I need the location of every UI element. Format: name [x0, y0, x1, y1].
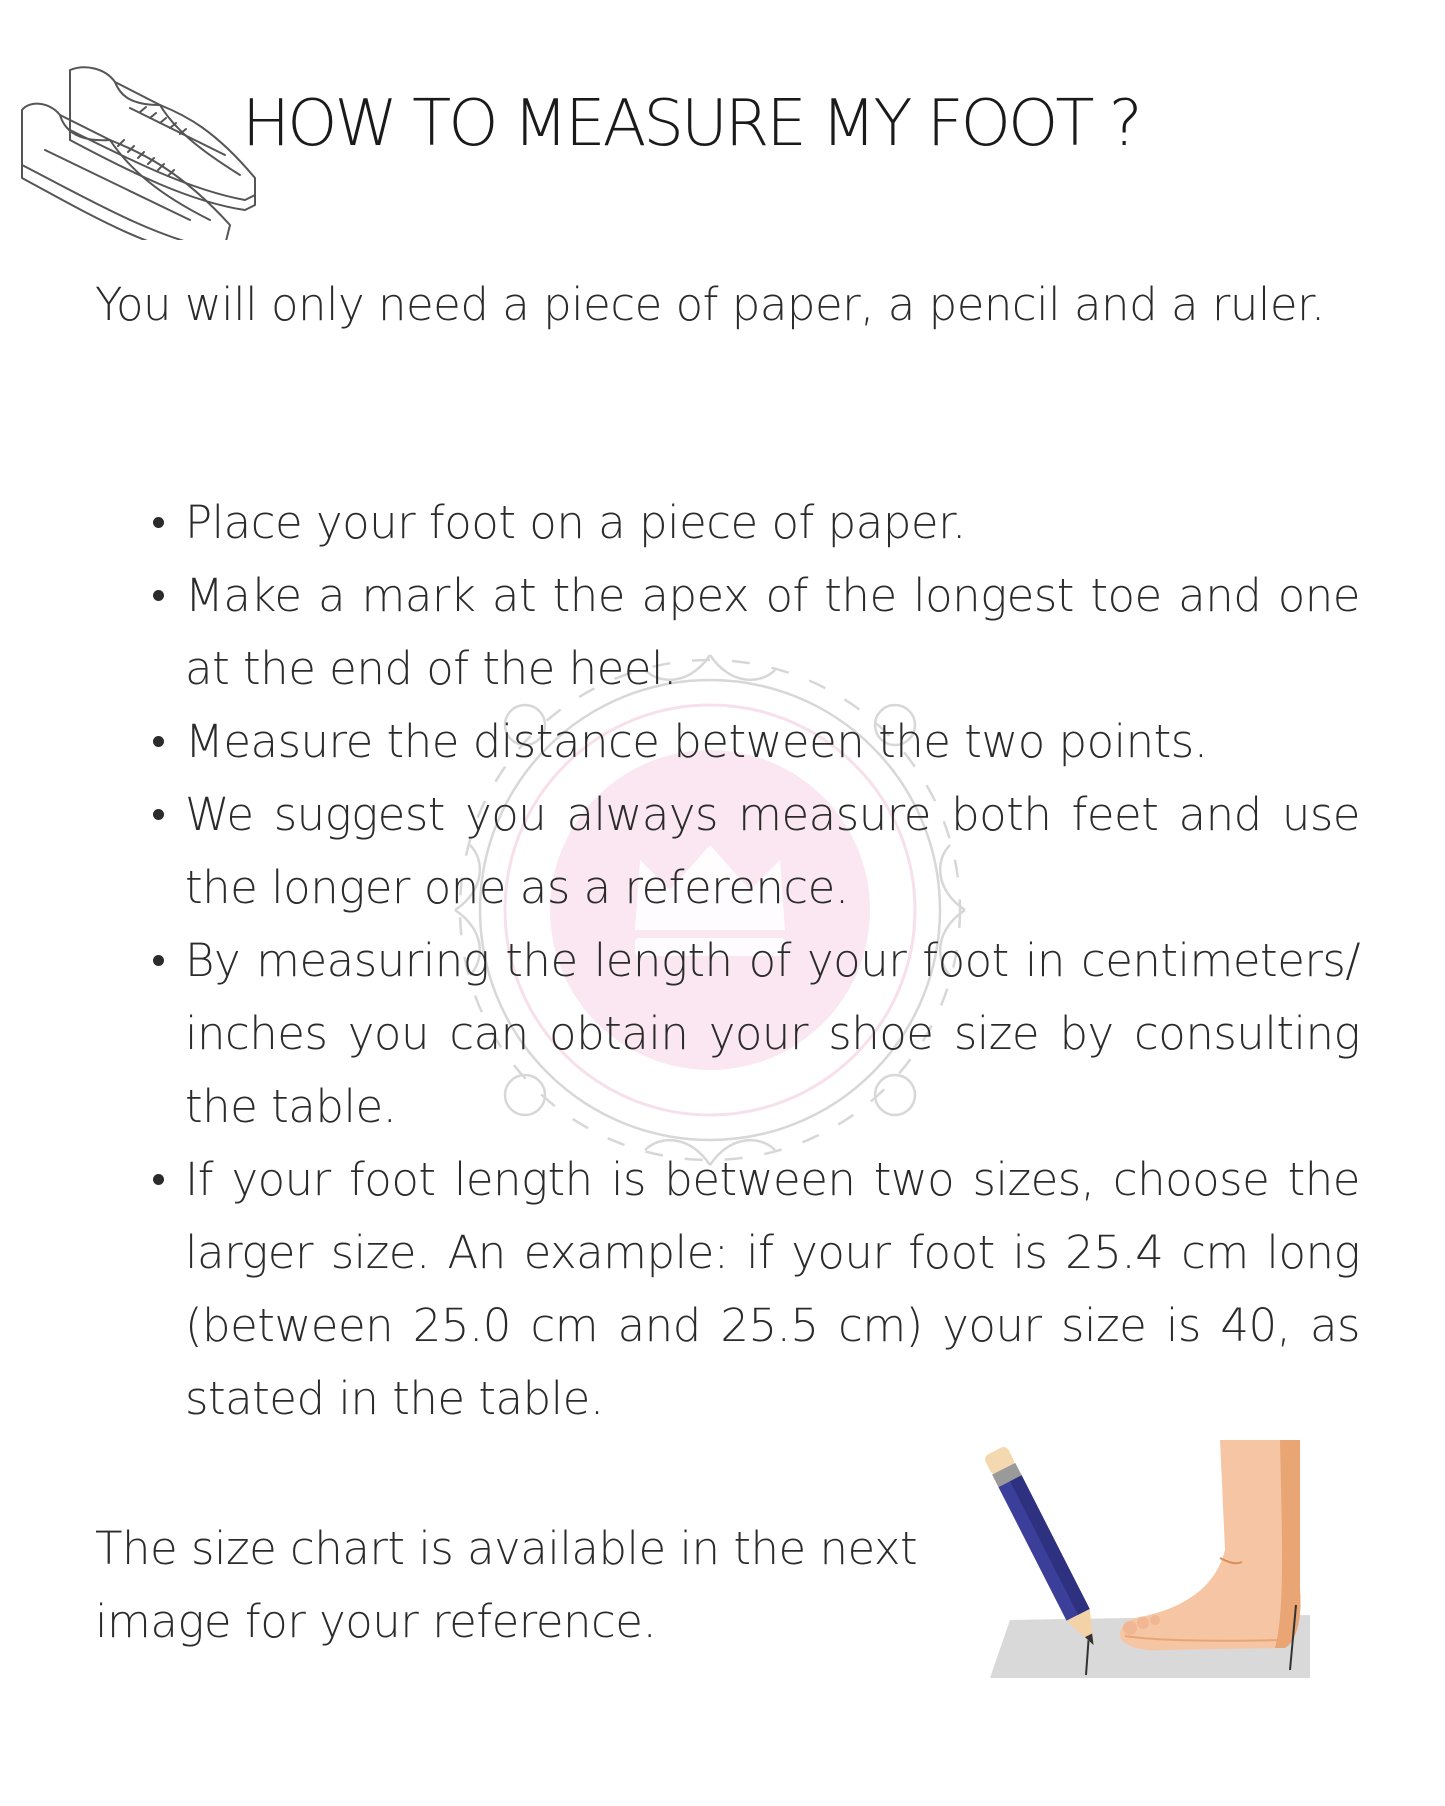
- list-item: [95, 1143, 1360, 1435]
- bullet-icon: [153, 736, 164, 747]
- step-text: Make a mark at the apex of the longest toe and one at the end of the heel.: [185, 569, 1360, 695]
- list-item: [95, 559, 1360, 705]
- step-text: By measuring the length of your foot in centimeters/ inches you can obtain your shoe size by consulting the table.: [185, 934, 1360, 1133]
- bullet-icon: [153, 590, 164, 601]
- steps-list: [95, 486, 1360, 1435]
- list-item: [95, 705, 1360, 778]
- list-item: [95, 778, 1360, 924]
- list-item: [95, 486, 1360, 559]
- page-title: HOW TO MEASURE MY FOOT ?: [242, 87, 1140, 161]
- step-text: Measure the distance between the two points.: [185, 715, 1208, 768]
- bullet-icon: [153, 1174, 164, 1185]
- step-text: If your foot length is between two sizes, choose the larger size. An example: if your foot is 25.4 cm long (between 25.0 cm and 25.5 cm) your size is 40, as stated in the table.: [185, 1153, 1360, 1425]
- step-text: Place your foot on a piece of paper.: [185, 496, 966, 549]
- bullet-icon: [153, 517, 164, 528]
- list-item: [95, 924, 1360, 1143]
- bullet-icon: [153, 955, 164, 966]
- bullet-icon: [153, 809, 164, 820]
- pencil-foot-illustration: [980, 1440, 1320, 1685]
- step-text: We suggest you always measure both feet and use the longer one as a reference.: [185, 788, 1360, 914]
- intro-text: You will only need a piece of paper, a pencil and a ruler.: [95, 278, 1325, 331]
- sneakers-outline-icon: [10, 60, 260, 240]
- outro-text: The size chart is available in the next image for your reference.: [95, 1522, 918, 1648]
